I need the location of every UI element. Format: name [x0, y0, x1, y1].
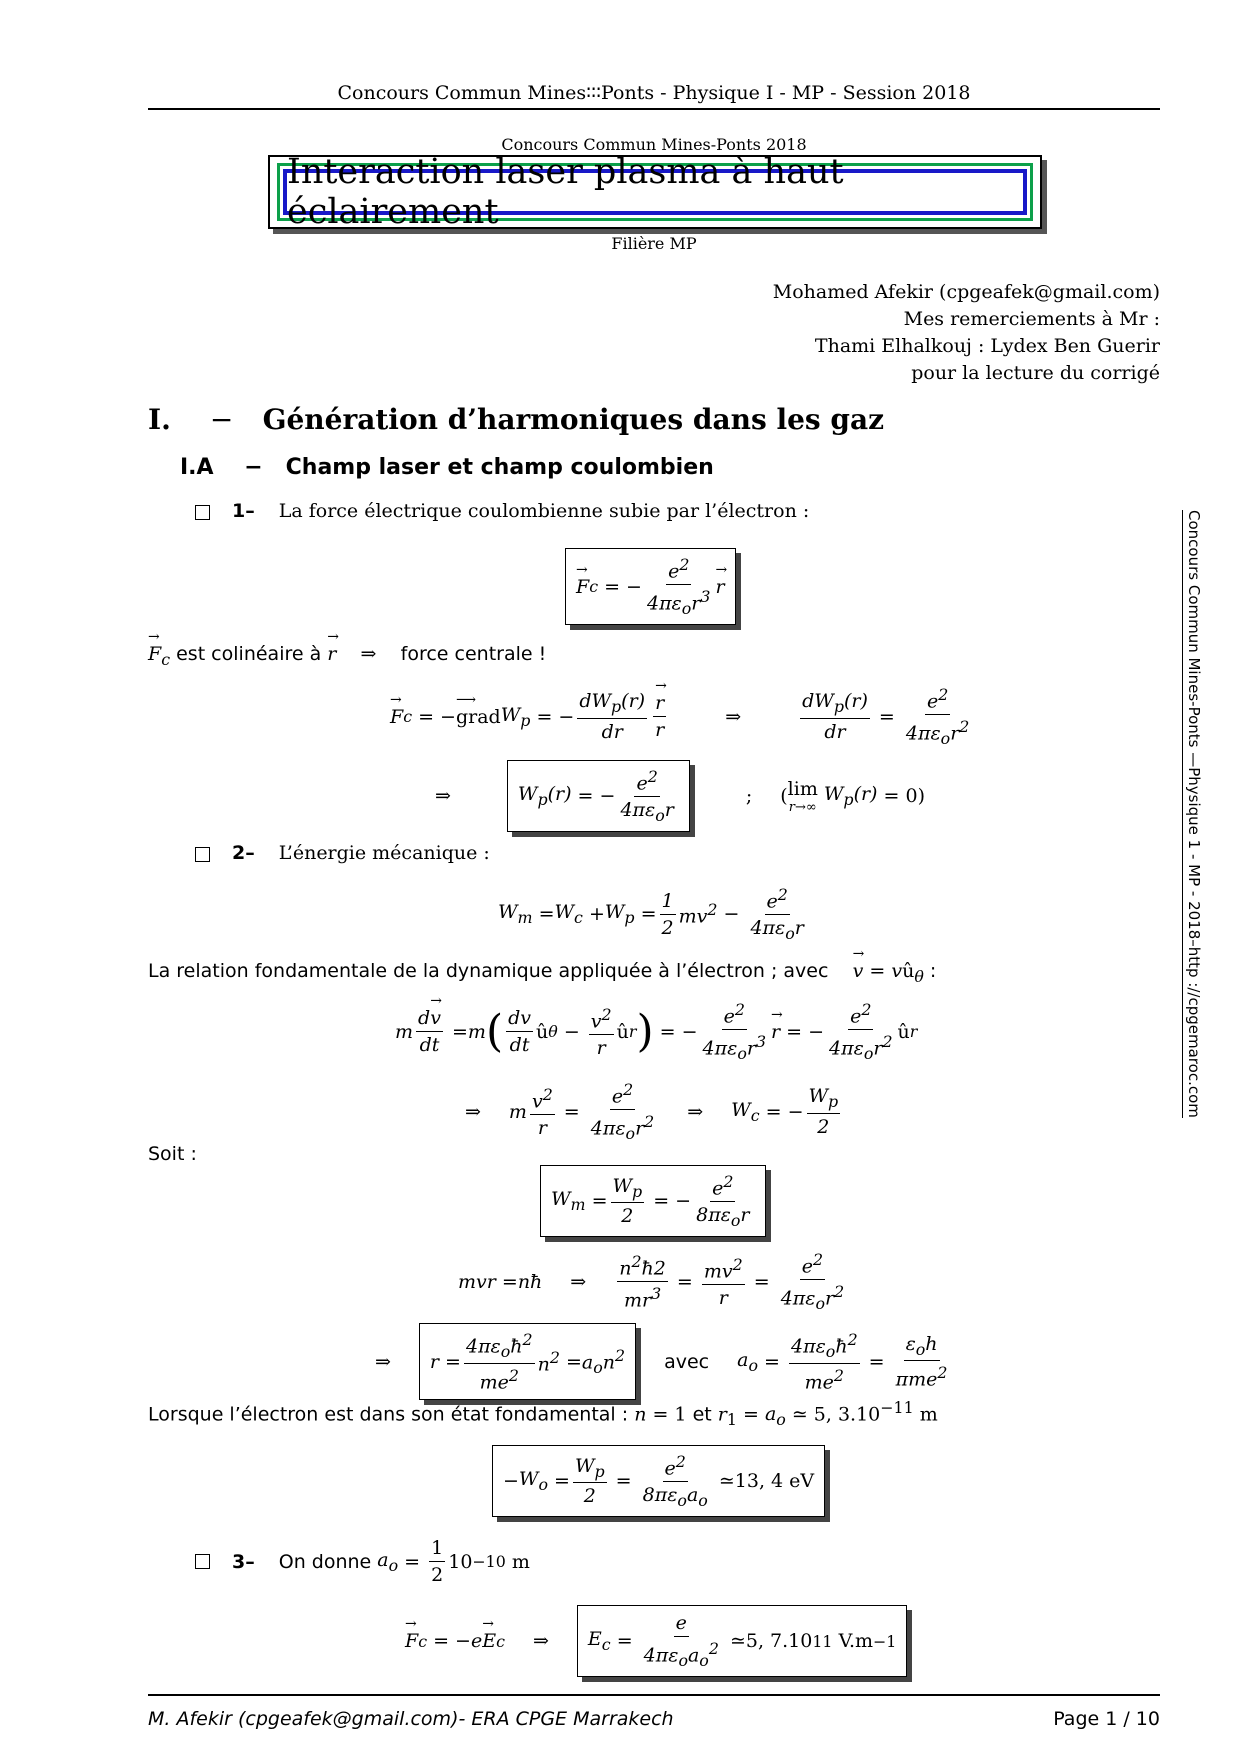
author-line: Mohamed Afekir (cpgeafek@gmail.com): [772, 281, 1160, 303]
equation-mechanical-energy: $W_m$ = $W_c$ + $W_p$ = $\frac{1}{2}$ $mv^2$ − $\frac{e^2}{4\pi\varepsilon_or}$: [498, 885, 804, 944]
section-heading-I: I. − Génération d’harmoniques dans les gaz: [148, 403, 885, 436]
document-title: Interaction laser plasma à haut éclairement: [287, 152, 844, 232]
header-rule: [148, 108, 1160, 110]
checkbox-icon: [195, 1554, 210, 1569]
equation-ionisation: − $W_o$ = $\frac{W_p}{2}$ = $\frac{e^2}{8\pi\varepsilon_oa_o}$ ≃ 13, 4 eV: [492, 1445, 825, 1517]
pfd-line: La relation fondamentale de la dynamique appliquée à l’électron ; avec → $v = vû_\theta$ :: [148, 960, 936, 986]
subtitle: Filière MP: [611, 234, 697, 253]
page-number: Page 1 / 10: [1053, 1708, 1160, 1730]
equation-radius: ⇒ r = $\frac{4\pi\varepsilon_oħ^2}{me^2}$ $n^2$ = $a_on^2$ avec $a_o$ = $\frac{4\pi\varepsilon_oħ^2}{me^2}$ = $\frac{\varepsilon_oh}{\pi me^2}$: [375, 1323, 952, 1400]
equation-gradient: → F c = − grad ⟶ $W_p$ = − $\frac{dW_p(r)}{dr}$ → $\frac{r}{r}$ ⇒ $\frac{dW_p(r)}{dr}$ = $\frac{e^2}{4\pi\varepsilon_or^2}$: [390, 685, 974, 748]
fundamental-line: Lorsque l’électron est dans son état fondamental : n = 1 et $r_1 = a_o$ ≃ 5, $3.10^{-11}$ m: [148, 1398, 938, 1430]
checkbox-icon: [195, 847, 210, 862]
title-box: [268, 152, 1042, 232]
running-header: Concours Commun Mines∶∶∶Ponts - Physique I - MP - Session 2018: [337, 82, 971, 104]
checkbox-icon: [195, 505, 210, 520]
reading-line: pour la lecture du corrigé: [911, 362, 1160, 384]
supertitle: Concours Commun Mines-Ponts 2018: [501, 135, 807, 154]
equation-force: → F c = − $\frac{e^2}{4\pi\varepsilon_or^3}$ → r: [565, 548, 736, 625]
footer-author: M. Afekir (cpgeafek@gmail.com)- ERA CPGE Marrakech: [148, 1708, 674, 1730]
footer-rule: [148, 1694, 1160, 1696]
question-3: 3– On donne $a_o$ = $\frac{1}{2}$ 10 −10 m: [195, 1537, 530, 1586]
section-heading-IA: I.A − Champ laser et champ coulombien: [180, 455, 714, 480]
colinear-line: → $F_c$ est colinéaire à → r ⇒ force centrale !: [148, 643, 546, 669]
question-2: 2– L’énergie mécanique :: [195, 842, 490, 864]
thanks-line: Mes remerciements à Mr :: [903, 308, 1160, 330]
equation-wm-result: $W_m$ = $\frac{W_p}{2}$ = − $\frac{e^2}{8\pi\varepsilon_or}$: [540, 1165, 766, 1237]
equation-bohr: mvr = nħ ⇒ $\frac{n^2ħ2}{mr^3}$ = $\frac{mv^2}{r}$ = $\frac{e^2}{4\pi\varepsilon_or^2}$: [458, 1250, 845, 1314]
reviewer-line: Thami Elhalkouj : Lydex Ben Guerir: [814, 335, 1160, 357]
question-1: 1– La force électrique coulombienne subie par l’électron :: [195, 500, 809, 522]
side-watermark: Concours Commun Mines-Ponts —Physique 1 - MP - 2018–http ://cpgemaroc.com: [1182, 510, 1203, 1118]
equation-pfd: m $\frac{d\to v}{dt}$ = m ( $\frac{dv}{dt}$ û θ − $\frac{v^2}{r}$ û r ) = − $\frac{e^2}{4\pi\varepsilon_or^3}$ → r = − $\frac{e^2}{4\pi\varepsilon_or^2}$ û r: [395, 1000, 917, 1063]
equation-coulomb-field: → F c = − e → E c ⇒ $E_c$ = $\frac{e}{4\pi\varepsilon_oa_o^2}$ ≃ 5, 7.10 11 V.m −1: [405, 1605, 907, 1677]
soit-label: Soit :: [148, 1143, 197, 1165]
equation-potential: ⇒ $W_p(r)$ = − $\frac{e^2}{4\pi\varepsilon_or}$ ; ( lim r→∞ $W_p(r)$ = 0): [435, 760, 925, 832]
equation-kinetic: ⇒ m $\frac{v^2}{r}$ = $\frac{e^2}{4\pi\varepsilon_or^2}$ ⇒ $W_c$ = − $\frac{W_p}{2}$: [465, 1080, 839, 1144]
author-block: [773, 279, 1160, 387]
